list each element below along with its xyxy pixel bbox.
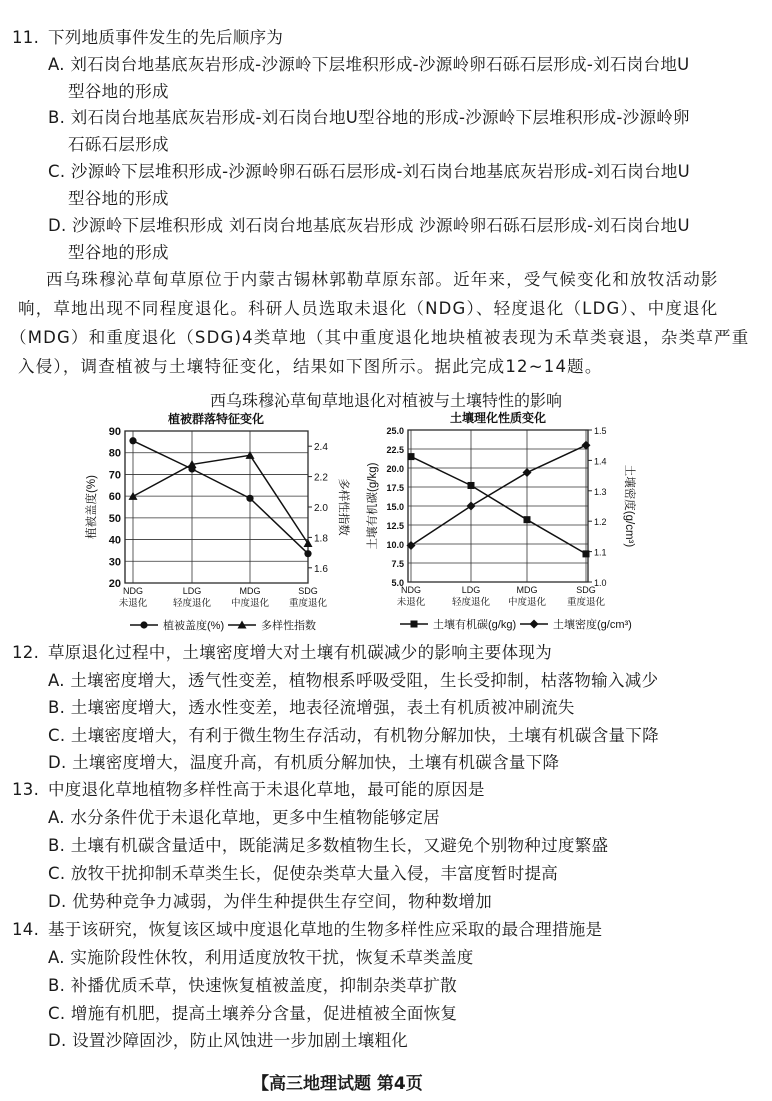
x-tick-sublabel: 轻度退化 xyxy=(172,598,212,609)
q11-option-c: C. 沙源岭下层堆积形成-沙源岭卵石砾石层形成-刘石岗台地基底灰岩形成-刘石岗台地U xyxy=(48,162,691,181)
data-point-square xyxy=(468,482,475,489)
series-line-square xyxy=(411,457,586,554)
q12-number: 12. xyxy=(12,643,40,662)
x-tick-label: NDG xyxy=(123,586,143,596)
data-point-square xyxy=(583,550,590,557)
series-line-diamond xyxy=(411,445,586,545)
y-tick-label: 15.0 xyxy=(386,502,404,512)
legend-label: 植被盖度(%) xyxy=(163,620,225,632)
data-point-triangle xyxy=(246,451,255,459)
q14-number: 14. xyxy=(12,920,40,939)
x-tick-sublabel: 轻度退化 xyxy=(451,597,491,608)
y2-tick-label: 1.3 xyxy=(594,486,607,497)
x-tick-label: LDG xyxy=(461,585,481,595)
q11-number: 11. xyxy=(12,28,40,47)
data-point-square xyxy=(524,516,531,523)
legend-marker-circle xyxy=(140,621,147,628)
x-tick-sublabel: 未退化 xyxy=(396,597,426,608)
data-point-square xyxy=(408,453,415,460)
x-tick-label: MDG xyxy=(239,586,261,596)
legend-label: 土壤密度(g/cm³) xyxy=(553,619,632,631)
x-tick-label: SDG xyxy=(298,586,318,596)
y2-tick-label: 1.5 xyxy=(594,426,607,436)
y-tick-label: 90 xyxy=(108,426,121,438)
q11-option-d: D. 沙源岭下层堆积形成 刘石岗台地基底灰岩形成 沙源岭卵石砾石层形成-刘石岗台地U xyxy=(48,216,690,235)
x-tick-sublabel: 中度退化 xyxy=(507,597,547,608)
q13-option-d: D. 优势种竞争力减弱，为伴生种提供生存空间，物种数增加 xyxy=(48,892,493,911)
x-tick-label: MDG xyxy=(516,585,538,595)
q14-option-a: A. 实施阶段性休牧，利用适度放牧干扰，恢复禾草类盖度 xyxy=(48,948,474,967)
q11-option-b-cont: 石砾石层形成 xyxy=(68,135,169,154)
q12-option-b: B. 土壤密度增大，透水性变差，地表径流增强，表土有机质被冲刷流失 xyxy=(48,698,575,717)
y-axis-label: 植被盖度(%) xyxy=(86,475,98,539)
data-point-triangle xyxy=(304,539,313,547)
q13-option-c: C. 放牧干扰抑制禾草类生长，促使杂类草大量入侵，丰富度暂时提高 xyxy=(48,864,559,883)
y2-tick-label: 1.4 xyxy=(594,456,607,467)
figure-charts xyxy=(0,405,772,640)
chart-title: 土壤理化性质变化 xyxy=(449,411,547,425)
passage-line-3: （MDG）和重度退化（SDG)4类草地（其中重度退化地块植被表现为禾草类衰退，杂类草严重 xyxy=(10,328,750,347)
passage-line-2: 响，草地出现不同程度退化。科研人员选取未退化（NDG）、轻度退化（LDG）、中度退化 xyxy=(18,299,719,318)
x-tick-sublabel: 中度退化 xyxy=(230,598,270,609)
q12-stem: 草原退化过程中，土壤密度增大对土壤有机碳减少的影响主要体现为 xyxy=(48,643,552,662)
y2-tick-label: 1.6 xyxy=(314,563,328,575)
q14-option-d: D. 设置沙障固沙，防止风蚀进一步加剧土壤粗化 xyxy=(48,1031,409,1050)
q13-number: 13. xyxy=(12,780,40,799)
y2-tick-label: 2.2 xyxy=(314,472,328,484)
legend-label: 多样性指数 xyxy=(261,620,316,632)
y2-tick-label: 1.2 xyxy=(594,517,607,528)
y-tick-label: 30 xyxy=(108,556,121,569)
legend-marker-diamond xyxy=(530,620,539,629)
data-point-circle xyxy=(246,495,253,502)
data-point-circle xyxy=(129,437,136,444)
q11-option-a-cont: 型谷地的形成 xyxy=(68,82,169,101)
q11-option-c-cont: 型谷地的形成 xyxy=(68,189,169,208)
legend-marker-square xyxy=(411,621,418,628)
y-axis-label: 土壤有机碳(g/kg) xyxy=(367,462,379,550)
y-tick-label: 50 xyxy=(108,512,121,525)
q11-option-b: B. 刘石岗台地基底灰岩形成-刘石岗台地U型谷地的形成-沙源岭下层堆积形成-沙源岭卵 xyxy=(48,108,690,127)
y2-tick-label: 2.0 xyxy=(314,503,328,514)
x-tick-label: NDG xyxy=(401,585,421,595)
x-tick-label: SDG xyxy=(576,585,596,595)
x-tick-sublabel: 重度退化 xyxy=(566,597,606,608)
y-tick-label: 80 xyxy=(108,447,121,460)
y-tick-label: 20 xyxy=(108,578,121,590)
passage-line-1: 西乌珠穆沁草甸草原位于内蒙古锡林郭勒草原东部。近年来，受气候变化和放牧活动影 xyxy=(46,270,719,289)
q12-option-d: D. 土壤密度增大，温度升高，有机质分解加快，土壤有机碳含量下降 xyxy=(48,753,560,772)
legend-label: 土壤有机碳(g/kg) xyxy=(433,619,517,631)
q11-option-a: A. 刘石岗台地基底灰岩形成-沙源岭下层堆积形成-沙源岭卵石砾石层形成-刘石岗台地U xyxy=(48,55,690,74)
q13-stem: 中度退化草地植物多样性高于未退化草地，最可能的原因是 xyxy=(48,780,485,799)
y-tick-label: 40 xyxy=(108,534,121,547)
series-line-circle xyxy=(133,441,308,554)
y-tick-label: 10.0 xyxy=(386,540,404,550)
y-tick-label: 5.0 xyxy=(391,578,404,588)
chart-title: 植被群落特征变化 xyxy=(167,412,265,426)
q11-stem: 下列地质事件发生的先后顺序为 xyxy=(48,28,284,47)
y-tick-label: 22.5 xyxy=(386,445,404,455)
y2-axis-label: 土壤密度(g/cm³) xyxy=(623,464,635,548)
y-tick-label: 12.5 xyxy=(386,521,404,531)
q13-option-b: B. 土壤有机碳含量适中，既能满足多数植物生长，又避免个别物种过度繁盛 xyxy=(48,836,609,855)
data-point-diamond xyxy=(523,468,532,477)
q12-option-a: A. 土壤密度增大，透气性变差，植物根系呼吸受阻，生长受抑制，枯落物输入减少 xyxy=(48,671,659,690)
y-tick-label: 70 xyxy=(108,469,121,482)
x-tick-sublabel: 重度退化 xyxy=(288,598,328,609)
y2-tick-label: 2.4 xyxy=(314,442,328,454)
series-line-triangle xyxy=(133,455,308,543)
figure-title: 西乌珠穆沁草甸草地退化对植被与土壤特性的影响 xyxy=(209,391,562,410)
data-point-diamond xyxy=(467,502,476,511)
x-tick-sublabel: 未退化 xyxy=(118,598,148,609)
q13-option-a: A. 水分条件优于未退化草地，更多中生植物能够定居 xyxy=(48,808,440,827)
q14-option-c: C. 增施有机肥，提高土壤养分含量，促进植被全面恢复 xyxy=(48,1004,458,1023)
y2-tick-label: 1.0 xyxy=(594,578,607,588)
x-tick-label: LDG xyxy=(182,586,202,596)
y-tick-label: 60 xyxy=(108,491,121,504)
y-tick-label: 7.5 xyxy=(391,559,404,569)
plot-frame xyxy=(125,431,308,583)
y2-axis-label: 多样性指数 xyxy=(337,478,349,536)
data-point-circle xyxy=(304,550,311,557)
page-footer: 【高三地理试题 第4页 xyxy=(252,1074,423,1094)
y-tick-label: 17.5 xyxy=(386,483,404,493)
passage-line-4: 入侵），调查植被与土壤特征变化，结果如下图所示。据此完成12~14题。 xyxy=(18,357,603,376)
q11-option-d-cont: 型谷地的形成 xyxy=(68,243,169,262)
q14-stem: 基于该研究，恢复该区域中度退化草地的生物多样性应采取的最合理措施是 xyxy=(48,920,603,939)
q12-option-c: C. 土壤密度增大，有利于微生物生存活动，有机物分解加快，土壤有机碳含量下降 xyxy=(48,726,659,745)
y-tick-label: 25.0 xyxy=(386,426,404,436)
q14-option-b: B. 补播优质禾草，快速恢复植被盖度，抑制杂类草扩散 xyxy=(48,976,458,995)
y2-tick-label: 1.1 xyxy=(594,547,607,558)
y-tick-label: 20.0 xyxy=(386,464,404,474)
data-point-diamond xyxy=(582,441,591,450)
y2-tick-label: 1.8 xyxy=(314,533,328,545)
